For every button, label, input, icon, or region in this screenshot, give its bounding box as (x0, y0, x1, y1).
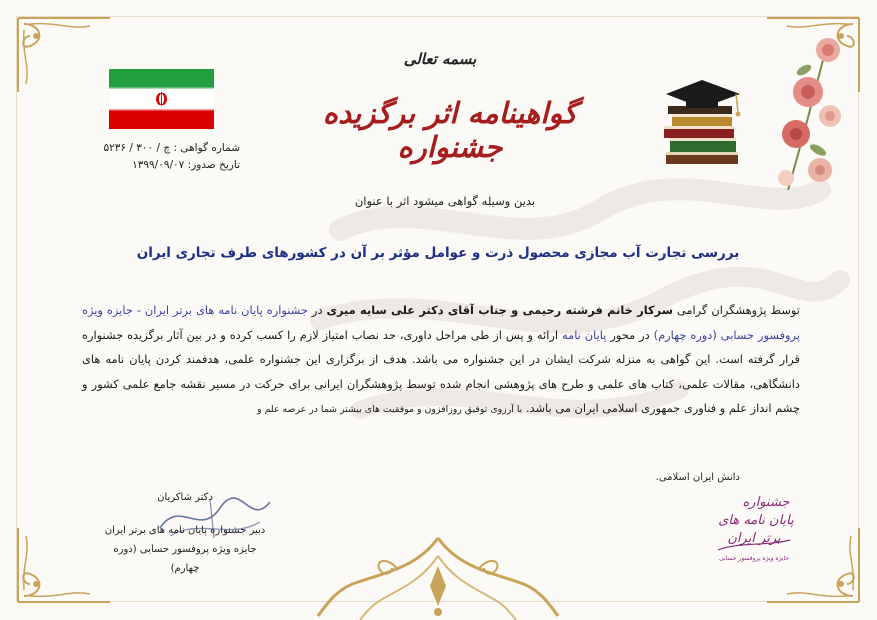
besmellah-heading: بسمه تعالی (403, 50, 477, 68)
signer-role: دبیر جشنواره پایان نامه های برتر ایران (104, 525, 266, 536)
certificate-number: شماره گواهی : چ / ۳۰۰ / ۵۲۳۶ (103, 142, 240, 154)
logo-line2: پایان نامه های (718, 513, 794, 528)
intro-line: بدین وسیله گواهی میشود اثر با عنوان (354, 194, 536, 208)
logo-line1: جشنواره (742, 495, 790, 510)
logo-line3: برتر ایران (727, 531, 781, 546)
axis-name: پایان نامه (561, 327, 607, 342)
certificate-body (82, 298, 800, 423)
researcher-names: سرکار خانم فرشته رحیمی و جناب آقای دکتر علی سایه میری (326, 303, 673, 317)
closing-line: دانش ایران اسلامی. (655, 472, 740, 483)
signer-prize: جایزه ویژه پروفسور حسابی (دوره چهارم) (113, 544, 257, 574)
certificate-number-block (100, 140, 240, 174)
wish-text: با آرزوی توفیق روزافزون و موفقیت های بیشتر شما در عرصه علم و (257, 404, 523, 415)
festival-logo-icon (708, 486, 800, 576)
festival-name: جشنواره پایان نامه های برتر ایران - جایزه ویژه پروفسور حسابی (دوره چهارم) (82, 303, 800, 342)
body-part: توسط پژوهشگران گرامی (672, 303, 800, 317)
bottom-center-ornament (288, 526, 588, 620)
graduation-cap-books-icon (656, 72, 748, 172)
body-part: در (307, 303, 327, 317)
iran-flag-icon (109, 69, 214, 129)
corner-ornament-top-left (0, 0, 120, 100)
certificate-title: گواهینامه اثر برگزیده جشنواره (322, 96, 578, 164)
issue-date: تاریخ صدور: ۱۳۹۹/۰۹/۰۷ (132, 159, 240, 171)
thesis-title: بررسی تجارت آب مجازی محصول ذرت و عوامل مؤثر بر آن در کشورهای طرف تجاری ایران (136, 245, 740, 261)
body-part: در محور (606, 327, 654, 342)
logo-line4: جایزه ویژه پروفسور حسابی (718, 555, 790, 562)
rose-bouquet-icon (758, 30, 850, 200)
body-part: ارائه و پس از طی مراحل داوری، حد نصاب امتیاز لازم را کسب کرده و در بین آثار برگزیده جشنواره قرار گرفته است. این گواهی به منزله شرکت ایشان در این جشنواره می باشد. هدف از برگزاری این جشنواره علمی، هدفمند کردن پایان نامه های دانشگاهی، مقالات علمی، کتاب های علمی و طرح های پژوهشی انجام شده توسط پژوهشگران ایرانی برای حرکت در مسیر نقشه جامع علمی کشور و چشم انداز علم و فناوری جمهوری اسلامی ایران می باشد. (82, 327, 800, 415)
signer-name: دکتر شاکریان (157, 492, 213, 503)
signature-block (100, 488, 270, 578)
